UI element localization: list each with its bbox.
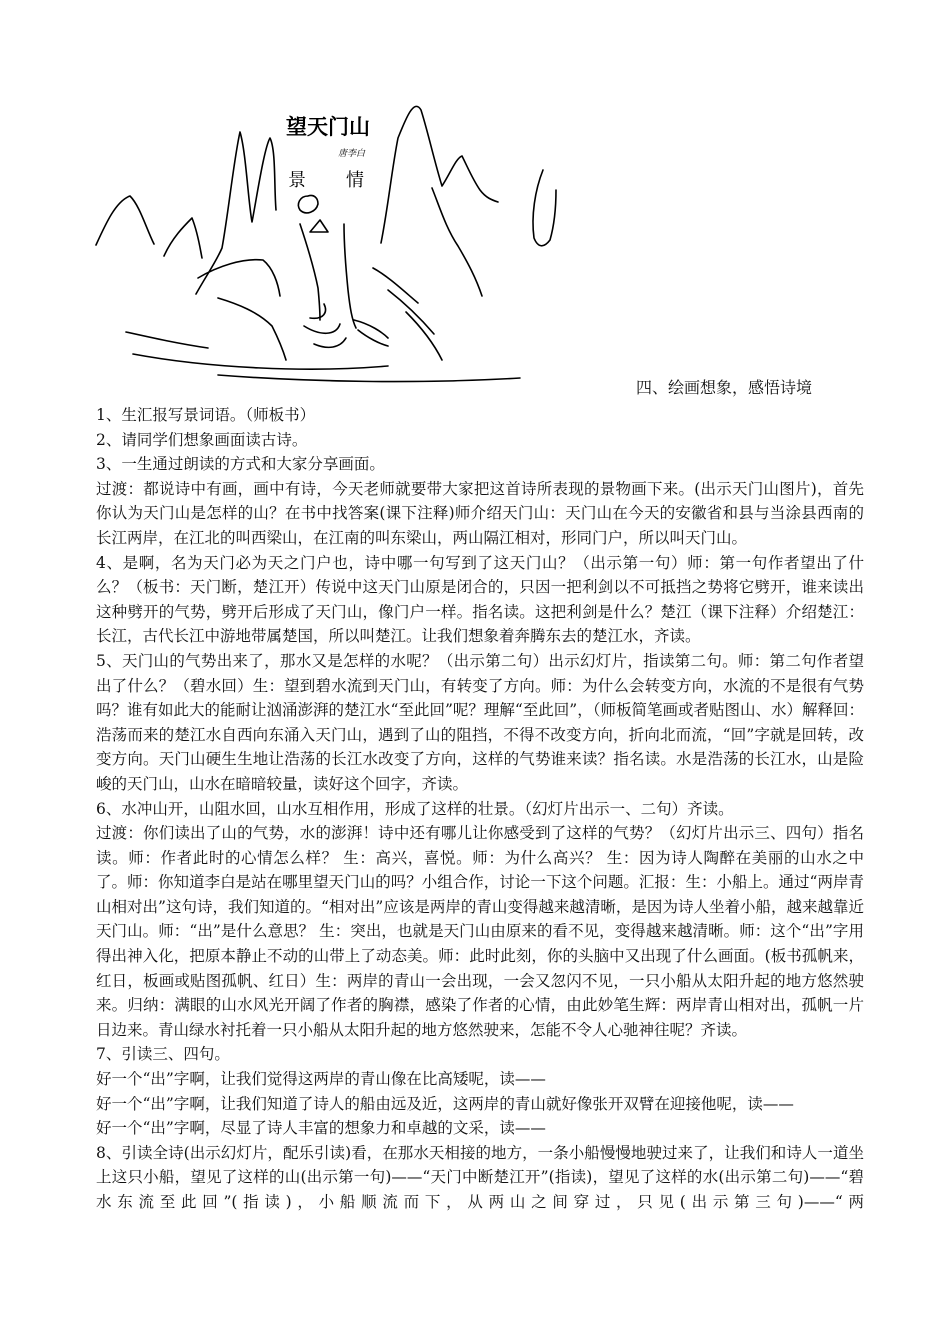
- paragraph: 2、请同学们想象画面读古诗。: [96, 430, 308, 449]
- sketch-label-scene: 景: [288, 170, 306, 191]
- paragraph: 3、一生通过朗读的方式和大家分享画面。: [96, 455, 385, 474]
- paragraph: 好一个“出”字啊，让我们觉得这两岸的青山像在比高矮呢，读——: [96, 1070, 546, 1089]
- paragraph: 过渡：你们读出了山的气势，水的澎湃！诗中还有哪儿让你感受到了这样的气势？（幻灯片出示三、四句）指名读。师：作者此时的心情怎么样？ 生：高兴，喜悦。师：为什么高兴？ 生：因为诗人陶醉在美丽的山水之中了。师：你知道李白是站在哪里望天门山的吗？小组合作，讨论一下这个问题。汇报：生：小船上。通过“两岸青山相对出”这句诗，我们知道的。“相对出”应该是两岸的青山变得越来越清晰，是因为诗人坐着小船，越来越靠近天门山。师：“出”是什么意思？ 生：突出，也就是天门山由原来的看不见，变得越来越清晰。师：这个“出”字用得出神入化，把原本静止不动的山带上了动态美。师：此时此刻，你的头脑中又出现了什么画面。(板书孤帆来，红日，板画或贴图孤帆、红日）生：两岸的青山一会出现，一会又忽闪不见，一只小船从太阳升起的地方悠然驶来。归纳：满眼的山水风光开阔了作者的胸襟，感染了作者的心情，由此妙笔生辉：两岸青山相对出，孤帆一片日边来。青山绿水衬托着一只小船从太阳升起的地方悠然驶来，怎能不令人心驰神往呢？齐读。: [96, 824, 864, 1039]
- paragraph: 好一个“出”字啊，让我们知道了诗人的船由远及近，这两岸的青山就好像张开双臂在迎接他呢，读——: [96, 1094, 794, 1113]
- bank-left: [126, 332, 208, 348]
- paragraph: 好一个“出”字啊，尽显了诗人丰富的想象力和卓越的文采，读——: [96, 1119, 546, 1138]
- cliff-right: [344, 224, 356, 328]
- sail: [310, 220, 328, 232]
- right-low-hill: [432, 188, 482, 296]
- right-wave-3: [406, 312, 442, 360]
- stream: [304, 304, 346, 347]
- right-wave-1: [373, 268, 418, 303]
- cliff-left: [300, 224, 320, 320]
- left-peak-mountain: [196, 132, 276, 294]
- paragraph: 4、是啊，名为天门必为天之门户也，诗中哪一句写到了这天门山？（出示第一句）师：第一句作者望出了什么？（板书：天门断，楚江开）传说中这天门山原是闭合的，只因一把利剑以不可抵挡之势将它劈开，谁来读出这种劈开的气势，劈开后形成了天门山，像门户一样。指名读。这把利剑是什么？楚江（课下注释）介绍楚江：长江，古代长江中游地带属楚国，所以叫楚江。让我们想象着奔腾东去的楚江水，齐读。: [96, 553, 864, 646]
- paragraph: 5、天门山的气势出来了，那水又是怎样的水呢？（出示第二句）出示幻灯片，指读第二句。师：第二句作者望出了什么？（碧水回）生：望到碧水流到天门山，有转变了方向。师：为什么会转变方向，水流的不是很有气势吗？谁有如此大的能耐让汹涌澎湃的楚江水“至此回”呢？理解“至此回”，（师板简笔画或者贴图山、水）解释回：浩荡而来的楚江水自西向东涌入天门山，遇到了山的阻挡，不得不改变方向，折向北而流，“回”字就是回转，改变方向。天门山硬生生地让浩荡的长江水改变了方向，这样的气势谁来读？指名读。水是浩荡的长江水，山是险峻的天门山，山水在暗暗较量，读好这个回字，齐读。: [96, 651, 864, 793]
- left-small-mountain: [164, 218, 202, 258]
- paragraph: 1、生汇报写景词语。（师板书）: [96, 406, 316, 424]
- far-left-mountain: [96, 196, 154, 245]
- sketch-author: 唐李白: [338, 149, 366, 159]
- river-line-1: [133, 354, 388, 369]
- left-ridge: [198, 260, 280, 296]
- section-heading: 四、绘画想象，感悟诗境: [636, 378, 813, 397]
- sun: [298, 195, 318, 212]
- boat: [354, 320, 388, 346]
- paragraph: 过渡：都说诗中有画，画中有诗，今天老师就要带大家把这首诗所表现的景物画下来。(出示天门山图片)，首先你认为天门山是怎样的山？在书中找答案(课下注释)师介绍天门山：天门山在今天的安徽省和县与当涂县西南的长江两岸，在江北的叫西梁山，在江南的叫东梁山，两山隔江相对，形同门户，所以叫天门山。: [96, 479, 864, 547]
- paragraph: 8、引读全诗(出示幻灯片，配乐引读)看，在那水天相接的地方，一条小船慢慢地驶过来了，让我们和诗人一道坐上这只小船，望见了这样的山(出示第一句)——“天门中断楚江开”(指读)，望见了这样的水(出示第二句)——“碧水东流至此回”(指读)，小船顺流而下，从两山之间穿过，只见(出示第三句)——“两: [96, 1143, 864, 1211]
- sketch-title: 望天门山: [286, 115, 370, 139]
- paragraph: 7、引读三、四句。: [96, 1045, 230, 1064]
- right-peak-mountain: [381, 106, 498, 243]
- poem-sketch: [88, 98, 558, 398]
- lesson-body: [88, 403, 864, 1215]
- paragraph: 6、水冲山开，山阻水回，山水互相作用，形成了这样的壮景。（幻灯片出示一、二句）齐读。: [96, 799, 734, 818]
- sketch-label-emotion: 情: [346, 170, 364, 191]
- left-slope: [218, 298, 286, 360]
- far-right-u-mountain: [533, 170, 556, 246]
- river-line-2: [218, 375, 520, 382]
